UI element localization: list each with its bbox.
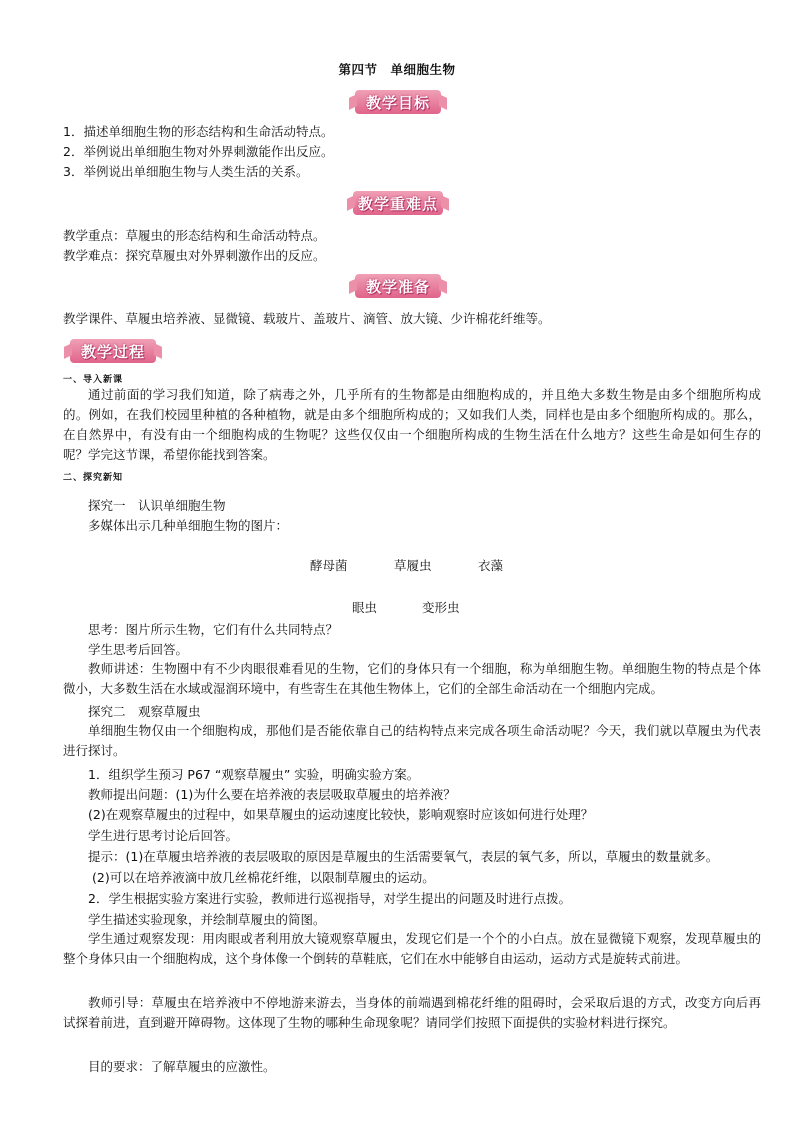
- label-euglena: 眼虫: [352, 600, 378, 615]
- observation-paragraph: 学生通过观察发现：用肉眼或者利用放大镜观察草履虫，发现它们是一个个的小白点。放在显微镜下观察，发现草履虫的整个身体只由一个细胞构成，这个身体像一个倒转的草鞋底，它们在水中能够自由运动，运动方式是旋转式前进。: [63, 931, 761, 966]
- student-answer: 学生思考后回答。: [88, 642, 189, 657]
- hint-2: (2)可以在培养液滴中放几丝棉花纤维，以限制草履虫的运动。: [92, 870, 435, 885]
- banner-keypoints: 教学重难点: [353, 191, 443, 215]
- teacher-question-1: 教师提出问题：(1)为什么要在培养液的表层吸取草履虫的培养液？: [88, 787, 456, 802]
- page-title: 第四节 单细胞生物: [338, 62, 456, 77]
- organism-labels-row-2: [352, 598, 460, 616]
- teacher-explain: 教师讲述：生物圈中有不少肉眼很难看见的生物，它们的身体只有一个细胞，称为单细胞生物。单细胞生物的特点是个体微小，大多数生活在水域或湿润环境中，有些寄生在其他生物体上，它们的全部生命活动在一个细胞内完成。: [63, 661, 761, 696]
- explore1-title: 探究一 认识单细胞生物: [88, 498, 226, 513]
- goal-item-3: 3．举例说出单细胞生物与人类生活的关系。: [63, 164, 309, 179]
- goal-item-2: 2．举例说出单细胞生物对外界刺激能作出反应。: [63, 144, 334, 159]
- explore2-title: 探究二 观察草履虫: [88, 704, 201, 719]
- step-1: 1．组织学生预习 P67 “观察草履虫” 实验，明确实验方案。: [88, 767, 420, 782]
- student-discuss: 学生进行思考讨论后回答。: [88, 828, 239, 843]
- banner-goals: 教学目标: [355, 90, 441, 114]
- keypoint-difficulty: 教学难点：探究草履虫对外界刺激作出的反应。: [63, 248, 326, 263]
- label-chlamydomonas: 衣藻: [478, 558, 504, 573]
- explore2-intro: 单细胞生物仅由一个细胞构成，那他们是否能依靠自己的结构特点来完成各项生命活动呢？今天，我们就以草履虫为代表进行探讨。: [63, 723, 761, 758]
- label-amoeba: 变形虫: [422, 600, 460, 615]
- think-question: 思考：图片所示生物，它们有什么共同特点？: [88, 622, 339, 637]
- explore1-line: 多媒体出示几种单细胞生物的图片：: [88, 518, 289, 533]
- prep-materials: 教学课件、草履虫培养液、显微镜、载玻片、盖玻片、滴管、放大镜、少许棉花纤维等。: [63, 311, 551, 326]
- step-2: 2．学生根据实验方案进行实验，教师进行巡视指导，对学生提出的问题及时进行点拨。: [88, 891, 571, 906]
- student-describe: 学生描述实验现象，并绘制草履虫的简图。: [88, 912, 326, 927]
- teacher-question-2: (2)在观察草履虫的过程中，如果草履虫的运动速度比较快，影响观察时应该如何进行处理？: [88, 807, 594, 822]
- section-intro-heading: 一、导入新课: [63, 375, 124, 385]
- hint-1: 提示：(1)在草履虫培养液的表层吸取的原因是草履虫的生活需要氧气，表层的氧气多，所以，草履虫的数量就多。: [88, 849, 719, 864]
- banner-process: 教学过程: [70, 339, 156, 363]
- section-explore-heading: 二、探究新知: [63, 473, 124, 483]
- purpose-line: 目的要求：了解草履虫的应激性。: [88, 1059, 276, 1074]
- banner-prep: 教学准备: [355, 274, 441, 298]
- teacher-guide-paragraph: 教师引导：草履虫在培养液中不停地游来游去，当身体的前端遇到棉花纤维的阻碍时，会采取后退的方式，改变方向后再试探着前进，直到避开障碍物。这体现了生物的哪种生命现象呢？请同学们按照下面提供的实验材料进行探究。: [63, 995, 761, 1030]
- label-paramecium: 草履虫: [394, 558, 432, 573]
- intro-paragraph: 通过前面的学习我们知道，除了病毒之外，几乎所有的生物都是由细胞构成的，并且绝大多数生物是由多个细胞所构成的。例如，在我们校园里种植的各种植物，就是由多个细胞所构成的；又如我们人类，同样也是由多个细胞所构成的。那么，在自然界中，有没有由一个细胞构成的生物呢？这些仅仅由一个细胞所构成的生物生活在什么地方？这些生命是如何生存的呢？学完这节课，希望你能找到答案。: [63, 387, 761, 462]
- label-yeast: 酵母菌: [310, 558, 348, 573]
- keypoint-focus: 教学重点：草履虫的形态结构和生命活动特点。: [63, 228, 326, 243]
- goal-item-1: 1．描述单细胞生物的形态结构和生命活动特点。: [63, 124, 334, 139]
- organism-labels-row-1: [310, 556, 503, 574]
